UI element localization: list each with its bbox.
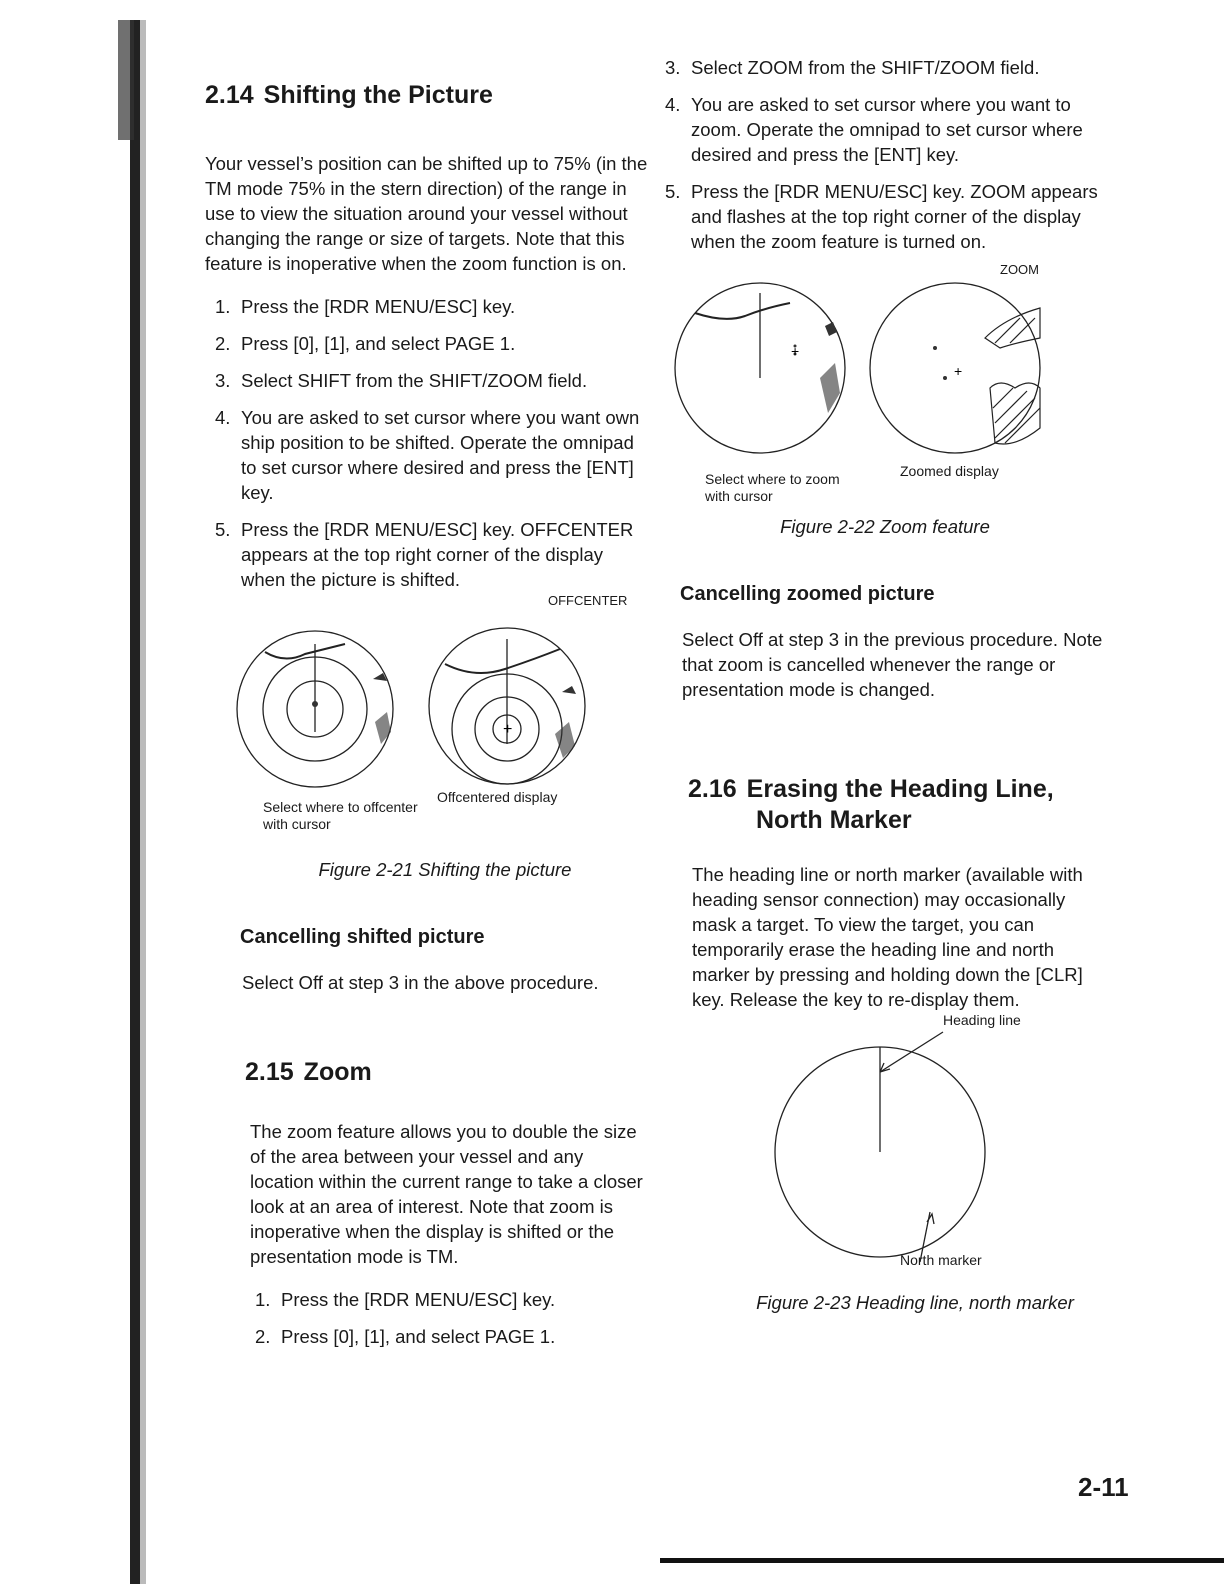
- figure-2-21-caption: Figure 2-21 Shifting the picture: [318, 859, 572, 881]
- offcenter-radar-diagram: [205, 624, 650, 814]
- heading-line-diagram: [655, 1022, 1105, 1272]
- section-2-14-steps: [205, 294, 650, 592]
- list-item: 3. Select SHIFT from the SHIFT/ZOOM field.: [215, 370, 588, 392]
- list-item: 2. Press [0], [1], and select PAGE 1.: [255, 1325, 556, 1347]
- figure-2-22-caption: Figure 2-22 Zoom feature: [780, 516, 990, 537]
- list-item: 5. Press the [RDR MENU/ESC] key. ZOOM appears and flashes at the top right corner of the display when the zoom feature is turned on.: [665, 181, 1098, 252]
- figure-2-22: [655, 262, 1105, 566]
- section-2-15-steps: [245, 1287, 650, 1349]
- figure-2-23: [655, 1012, 1105, 1332]
- figure-2-23-caption: Figure 2-23 Heading line, north marker: [756, 1291, 1074, 1313]
- section-2-15-steps-continued: [655, 55, 1105, 254]
- zoom-radar-diagram: [655, 278, 1105, 458]
- zoom-select-label: Select where to zoom with cursor: [705, 471, 840, 504]
- section-2-14-heading: 2.14 Shifting the Picture: [205, 81, 493, 109]
- svg-text:+: +: [503, 721, 513, 739]
- cancel-zoom-text: Select Off at step 3 in the previous procedure. Note that zoom is cancelled whenever the range or presentation mode is changed.: [682, 629, 1103, 700]
- heading-line-label: Heading line: [943, 1011, 1021, 1028]
- figure-2-21: [205, 593, 650, 904]
- list-item: 5. Press the [RDR MENU/ESC] key. OFFCENTER appears at the top right corner of the display when the picture is shifted.: [215, 519, 634, 591]
- cancel-shift-heading: Cancelling shifted picture: [240, 926, 485, 949]
- offcenter-label: OFFCENTER: [548, 593, 628, 609]
- cancel-shift-text: Select Off at step 3 in the above procedure.: [242, 972, 599, 994]
- section-2-16-body: The heading line or north marker (available with heading sensor connection) may occasionally mask a target. To view the target, you can temporarily erase the heading line and north marker by pressing and holding down the [CLR] key. Release the key to re-display them.: [692, 863, 1083, 1010]
- section-2-16-heading: 2.16 Erasing the Heading Line, North Marker: [688, 775, 1054, 835]
- section-2-15-intro: The zoom feature allows you to double the size of the area between your vessel and any location within the current range to take a closer look at an area of interest. Note that zoom is inoperative when the display is shifted or the presentation mode is TM.: [250, 1120, 643, 1267]
- left-column: [205, 75, 650, 1361]
- list-item: 4. You are asked to set cursor where you want to zoom. Operate the omnipad to set cursor where desired and press the [ENT] key.: [665, 94, 1083, 165]
- offcenter-select-label: Select where to offcenter with cursor: [263, 799, 418, 833]
- cancel-zoom-heading: Cancelling zoomed picture: [680, 583, 935, 605]
- svg-text:+: +: [954, 363, 963, 379]
- right-column: [655, 55, 1105, 1332]
- north-marker-label: North marker: [900, 1251, 982, 1268]
- list-item: 1. Press the [RDR MENU/ESC] key.: [255, 1288, 556, 1310]
- bottom-rule: [660, 1558, 1224, 1563]
- page-number: 2-11: [1078, 1472, 1129, 1502]
- section-2-14-intro: Your vessel’s position can be shifted up to 75% (in the TM mode 75% in the stern direction) of the range in use to view the situation around your vessel without changing the range or size of targets. Note that this feature is inoperative when the zoom function is on.: [205, 153, 648, 275]
- binding-edge: [110, 20, 162, 1584]
- zoomed-display-label: Zoomed display: [900, 463, 999, 479]
- zoom-corner-label: ZOOM: [1000, 262, 1039, 277]
- offcentered-display-label: Offcentered display: [437, 789, 558, 806]
- list-item: 4. You are asked to set cursor where you want own ship position to be shifted. Operate the omnipad to set cursor where desired and press the [ENT] key.: [215, 407, 640, 504]
- list-item: 1. Press the [RDR MENU/ESC] key.: [215, 296, 516, 318]
- section-2-15-heading: 2.15 Zoom: [245, 1058, 372, 1087]
- list-item: 3. Select ZOOM from the SHIFT/ZOOM field.: [665, 57, 1040, 78]
- svg-text:+: +: [791, 343, 800, 359]
- list-item: 2. Press [0], [1], and select PAGE 1.: [215, 333, 516, 355]
